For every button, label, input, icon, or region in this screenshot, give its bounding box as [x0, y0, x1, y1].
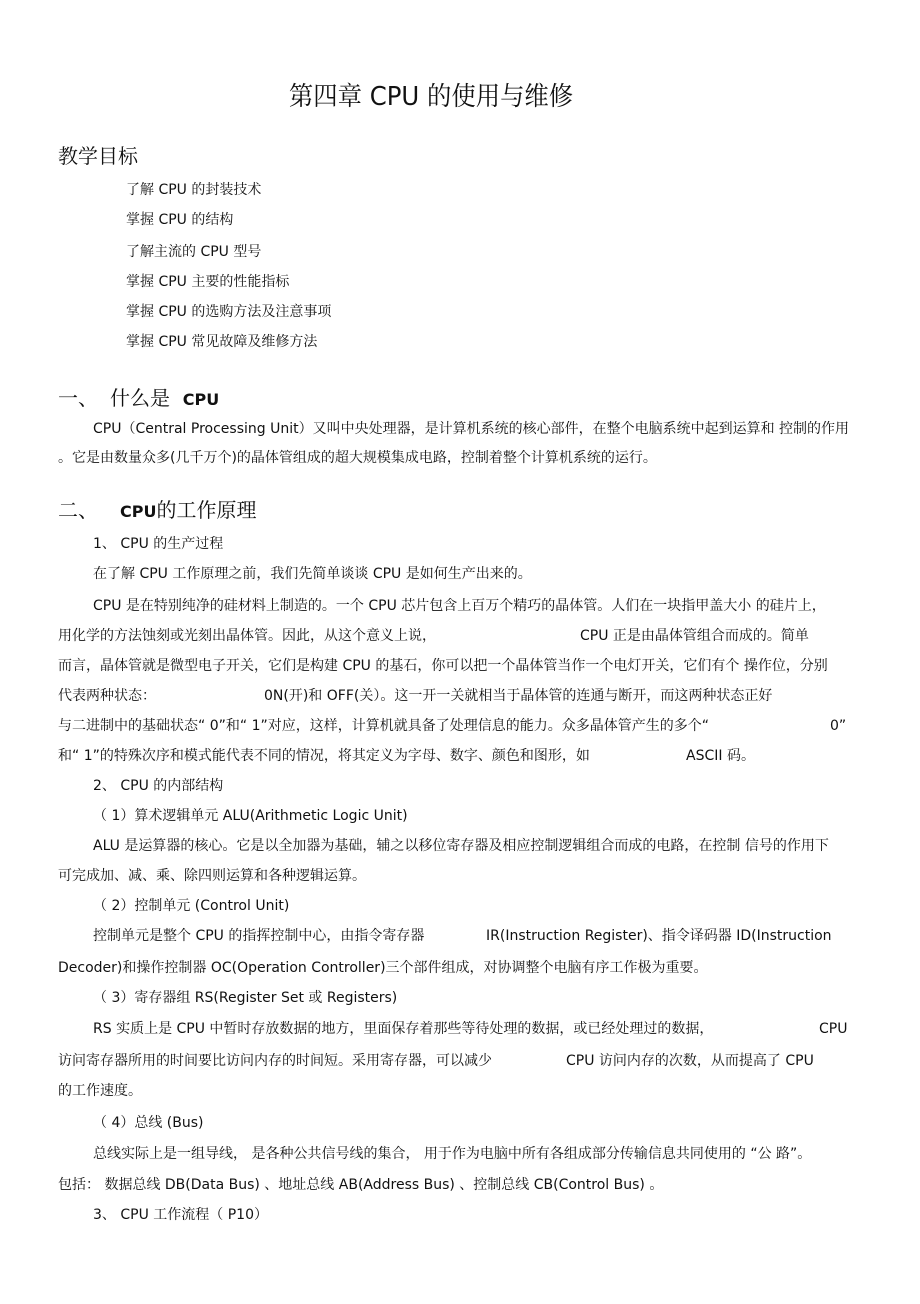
paragraph-line: 访问寄存器所用的时间要比访问内存的时间短。采用寄存器，可以减少: [58, 1053, 492, 1069]
section-1-number: 一、: [58, 386, 98, 410]
paragraph-line: CPU: [819, 1021, 848, 1037]
paragraph-line: IR(Instruction Register)、指令译码器 ID(Instruction: [486, 928, 832, 944]
subsection-heading: 3、 CPU 工作流程（ P10）: [93, 1207, 268, 1223]
goal-item: 掌握 CPU 的选购方法及注意事项: [126, 304, 332, 320]
subsection-heading: 1、 CPU 的生产过程: [93, 536, 224, 552]
item-heading: （ 2）控制单元 (Control Unit): [93, 898, 290, 914]
goals-heading: 教学目标: [58, 144, 138, 168]
paragraph-line: 在了解 CPU 工作原理之前，我们先简单谈谈 CPU 是如何生产出来的。: [93, 566, 532, 582]
item-heading: （ 3）寄存器组 RS(Register Set 或 Registers): [93, 990, 398, 1006]
paragraph-line: 控制单元是整个 CPU 的指挥控制中心，由指令寄存器: [93, 928, 425, 944]
page-title: 第四章 CPU 的使用与维修: [288, 82, 574, 112]
goal-item: 掌握 CPU 的结构: [126, 212, 234, 228]
goal-item: 了解主流的 CPU 型号: [126, 244, 262, 260]
section-1-title-cpu: CPU: [182, 390, 220, 409]
paragraph-line: ASCII 码。: [686, 748, 755, 764]
paragraph-line: 代表两种状态：: [58, 688, 156, 704]
goal-item: 了解 CPU 的封装技术: [126, 182, 262, 198]
subsection-heading: 2、 CPU 的内部结构: [93, 778, 224, 794]
item-heading: （ 4）总线 (Bus): [93, 1115, 204, 1131]
paragraph-line: CPU 是在特别纯净的硅材料上制造的。一个 CPU 芯片包含上百万个精巧的晶体管。人们在一块指甲盖大小 的硅片上，: [93, 598, 826, 614]
paragraph-line: 可完成加、减、乘、除四则运算和各种逻辑运算。: [58, 868, 366, 884]
paragraph-line: 而言，晶体管就是微型电子开关，它们是构建 CPU 的基石，你可以把一个晶体管当作一个电灯开关，它们有个 操作位，分别: [58, 658, 828, 674]
paragraph-line: 0”: [830, 718, 847, 734]
paragraph-line: 0N(开)和 OFF(关）。这一开一关就相当于晶体管的连通与断开，而这两种状态正好: [264, 688, 773, 704]
paragraph-line: ALU 是运算器的核心。它是以全加器为基础，辅之以移位寄存器及相应控制逻辑组合而成的电路，在控制 信号的作用下: [93, 838, 829, 854]
section-2-title-cpu: CPU: [120, 502, 157, 521]
paragraph-line: CPU 正是由晶体管组合而成的。简单: [580, 628, 809, 644]
section-2-heading: [58, 500, 256, 520]
paragraph-line: CPU 访问内存的次数，从而提高了 CPU: [566, 1053, 814, 1069]
paragraph-line: Decoder)和操作控制器 OC(Operation Controller)三个部件组成，对协调整个电脑有序工作极为重要。: [58, 960, 708, 976]
paragraph-line: 包括： 数据总线 DB(Data Bus) 、地址总线 AB(Address Bus) 、控制总线 CB(Control Bus) 。: [58, 1177, 664, 1193]
paragraph-line: 用化学的方法蚀刻或光刻出晶体管。因此，从这个意义上说，: [58, 628, 436, 644]
goal-item: 掌握 CPU 常见故障及维修方法: [126, 334, 318, 350]
goal-item: 掌握 CPU 主要的性能指标: [126, 274, 290, 290]
section-2-title: 的工作原理: [156, 498, 257, 522]
paragraph-line: RS 实质上是 CPU 中暂时存放数据的地方，里面保存着那些等待处理的数据，或已经处理过的数据，: [93, 1021, 714, 1037]
paragraph-line: 与二进制中的基础状态“ 0”和“ 1”对应，这样，计算机就具备了处理信息的能力。众多晶体管产生的多个“: [58, 718, 709, 734]
paragraph-line: CPU（Central Processing Unit）又叫中央处理器，是计算机系统的核心部件，在整个电脑系统中起到运算和 控制的作用: [93, 421, 850, 437]
paragraph-line: 。它是由数量众多(几千万个)的晶体管组成的超大规模集成电路，控制着整个计算机系统的运行。: [58, 450, 657, 466]
paragraph-line: 总线实际上是一组导线， 是各种公共信号线的集合， 用于作为电脑中所有各组成部分传输信息共同使用的 “公 路”。: [93, 1146, 812, 1162]
section-1-title: 什么是: [110, 386, 170, 410]
item-heading: （ 1）算术逻辑单元 ALU(Arithmetic Logic Unit): [93, 808, 408, 824]
section-2-number: 二、: [58, 498, 98, 522]
paragraph-line: 和“ 1”的特殊次序和模式能代表不同的情况，将其定义为字母、数字、颜色和图形，如: [58, 748, 590, 764]
paragraph-line: 的工作速度。: [58, 1083, 142, 1099]
section-1-heading: [58, 388, 219, 408]
